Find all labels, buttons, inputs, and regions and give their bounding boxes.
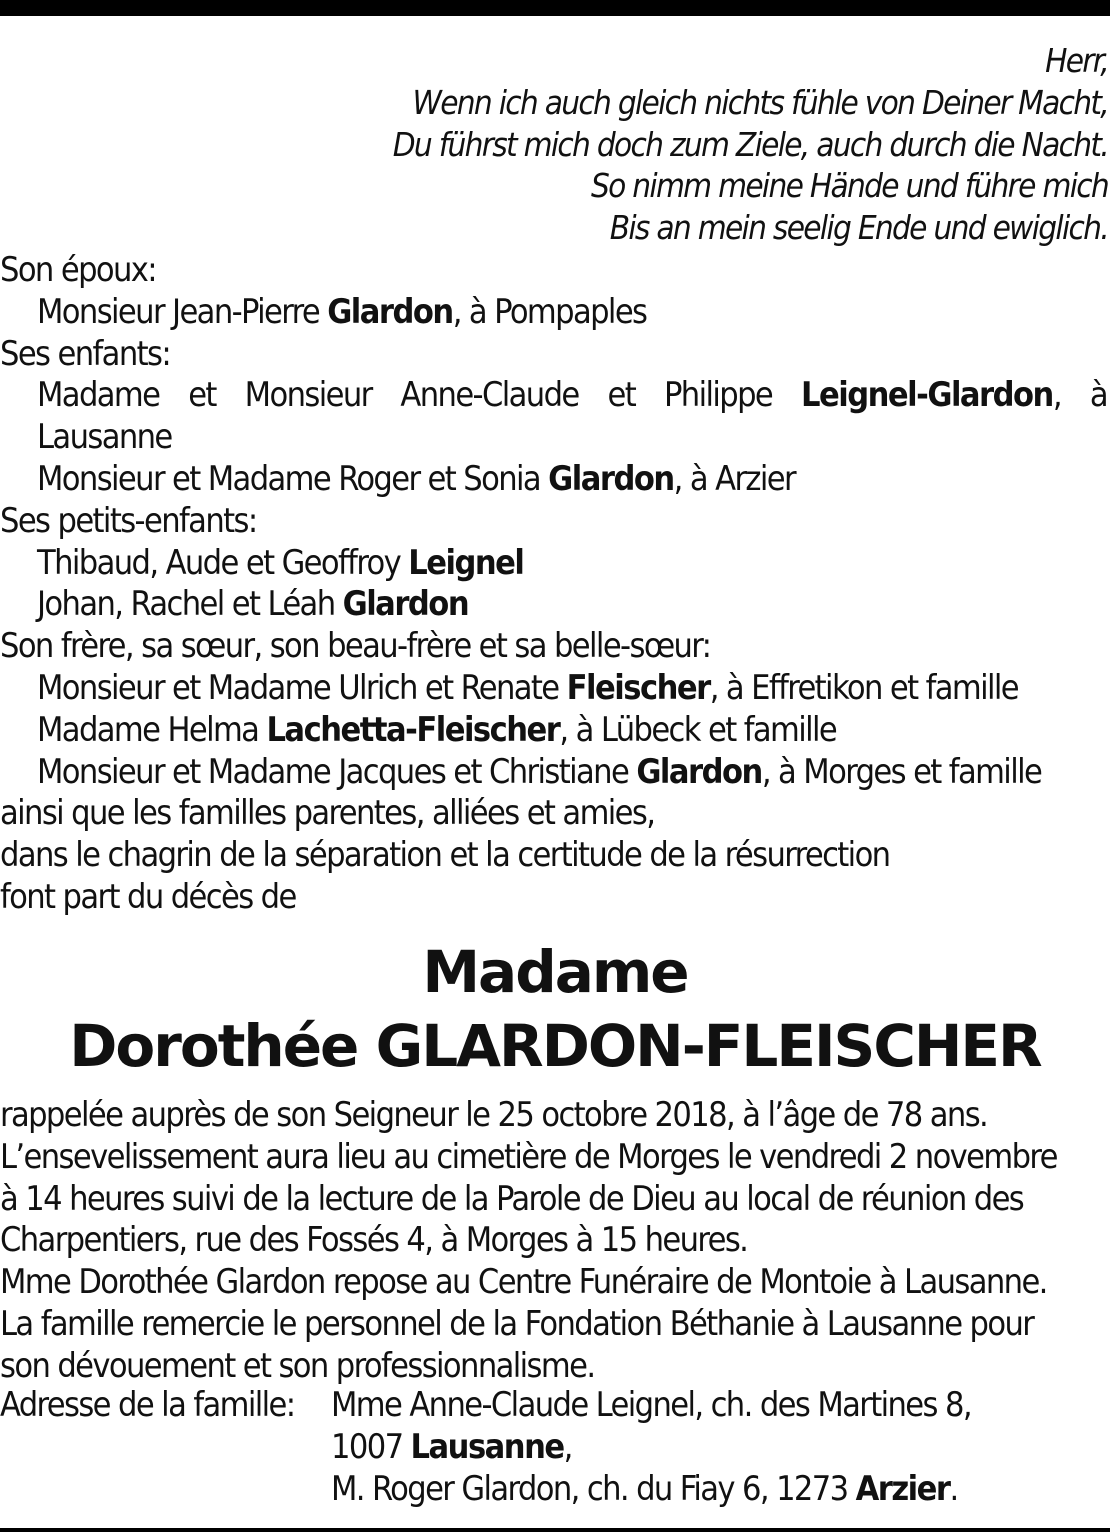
city: Arzier — [855, 1468, 950, 1509]
entry-word: Anne-Claude — [400, 375, 579, 416]
poem-line: Wenn ich auch gleich nichts fühle von Deiner Macht, — [412, 82, 1108, 122]
allied-families-line: ainsi que les familles parentes, alliées et amies, — [0, 793, 655, 834]
sibling-entry-2 — [0, 710, 1110, 752]
address-line — [331, 1427, 572, 1469]
details-line: rappelée auprès de son Seigneur le 25 octobre 2018, à l’âge de 78 ans. — [0, 1095, 988, 1135]
deceased-title: Madame — [422, 938, 688, 1006]
entry-text: , — [1052, 375, 1061, 416]
entry-word: et — [188, 375, 216, 416]
address-line: Mme Anne-Claude Leignel, ch. des Martines 8, — [331, 1385, 971, 1425]
address-spacer — [0, 1469, 331, 1511]
poem-line: So nimm meine Hände und führe mich — [590, 166, 1108, 206]
entry-word: Madame — [37, 375, 160, 416]
sibling-entry-1 — [0, 668, 1110, 710]
entry-text: Thibaud, Aude et Geoffroy — [37, 542, 409, 583]
surname: Fleischer — [566, 667, 710, 708]
surname: Glardon — [548, 458, 674, 499]
entry-text: 1007 — [331, 1426, 411, 1467]
details-line: L’ensevelissement aura lieu au cimetière de Morges le vendredi 2 novembre — [0, 1136, 1057, 1177]
entry-text: , à Arzier — [673, 458, 795, 499]
details-line: son dévouement et son professionnalisme. — [0, 1345, 595, 1386]
grandchild-entry-1 — [0, 543, 1110, 585]
entry-text: Johan, Rachel et Léah — [37, 584, 343, 625]
address-row — [0, 1385, 971, 1427]
entry-text: , à Lübeck et famille — [559, 709, 837, 750]
entry-text: Monsieur et Madame Ulrich et Renate — [37, 667, 567, 708]
poem — [393, 40, 1108, 249]
bottom-rule — [0, 1528, 1110, 1532]
poem-line: Du führst mich doch zum Ziele, auch durch die Nacht. — [392, 124, 1108, 164]
grandchild-entry-2 — [0, 584, 1110, 626]
children-heading: Ses enfants: — [0, 333, 171, 374]
surname: Leignel-Glardon — [801, 375, 1053, 416]
family-address — [0, 1385, 971, 1510]
entry-text: , à Morges et famille — [761, 751, 1042, 792]
entry-text: , à Pompaples — [452, 291, 647, 332]
address-row — [0, 1469, 971, 1511]
entry-text: , — [563, 1426, 572, 1467]
details-line: Charpentiers, rue des Fossés 4, à Morges à 15 heures. — [0, 1220, 748, 1261]
deceased-name: Dorothée GLARDON-FLEISCHER — [69, 1012, 1041, 1080]
address-label: Adresse de la famille: — [0, 1385, 295, 1425]
entry-text: Monsieur Jean-Pierre — [37, 291, 328, 332]
poem-line: Bis an mein seelig Ende und ewiglich. — [609, 208, 1108, 248]
siblings-heading: Son frère, sa sœur, son beau-frère et sa belle-sœur: — [0, 626, 711, 667]
top-rule — [0, 0, 1110, 16]
surname: Leignel — [408, 542, 524, 583]
surname: Glardon — [636, 751, 762, 792]
poem-line: Herr, — [1045, 41, 1108, 80]
details-line: Mme Dorothée Glardon repose au Centre Funéraire de Montoie à Lausanne. — [0, 1262, 1047, 1303]
family-list — [0, 250, 1110, 919]
details-line: La famille remercie le personnel de la Fondation Béthanie à Lausanne pour — [0, 1303, 1034, 1344]
address-row — [0, 1427, 971, 1469]
child-entry-1 — [0, 375, 1107, 417]
grandchildren-heading: Ses petits-enfants: — [0, 500, 257, 541]
city: Lausanne — [410, 1426, 564, 1467]
funeral-details — [0, 1095, 1110, 1388]
entry-text: Madame Helma — [37, 709, 267, 750]
entry-word — [801, 375, 1061, 417]
entry-text: M. Roger Glardon, ch. du Fiay 6, 1273 — [331, 1468, 856, 1509]
entry-text: . — [949, 1468, 958, 1509]
child-entry-1-city: Lausanne — [37, 417, 172, 458]
address-line — [331, 1469, 958, 1511]
entry-text: Monsieur et Madame Roger et Sonia — [37, 458, 549, 499]
address-spacer — [0, 1427, 331, 1469]
entry-text: Monsieur et Madame Jacques et Christiane — [37, 751, 637, 792]
details-line: à 14 heures suivi de la lecture de la Parole de Dieu au local de réunion des — [0, 1178, 1024, 1219]
surname: Glardon — [327, 291, 453, 332]
entry-word: et — [607, 375, 636, 416]
announcement-line: font part du décès de — [0, 876, 296, 917]
entry-word: Monsieur — [244, 375, 372, 416]
chagrin-line: dans le chagrin de la séparation et la certitude de la résurrection — [0, 835, 890, 876]
sibling-entry-3 — [0, 752, 1110, 794]
child-entry-2 — [0, 459, 1110, 501]
spouse-entry — [0, 292, 1110, 334]
entry-word: Philippe — [663, 375, 773, 416]
deceased-name-block — [0, 935, 1110, 1083]
spouse-heading: Son époux: — [0, 250, 156, 290]
entry-text: , à Effretikon et famille — [709, 667, 1019, 708]
surname: Lachetta-Fleischer — [266, 709, 560, 750]
surname: Glardon — [342, 584, 469, 625]
entry-word: à — [1089, 375, 1107, 416]
